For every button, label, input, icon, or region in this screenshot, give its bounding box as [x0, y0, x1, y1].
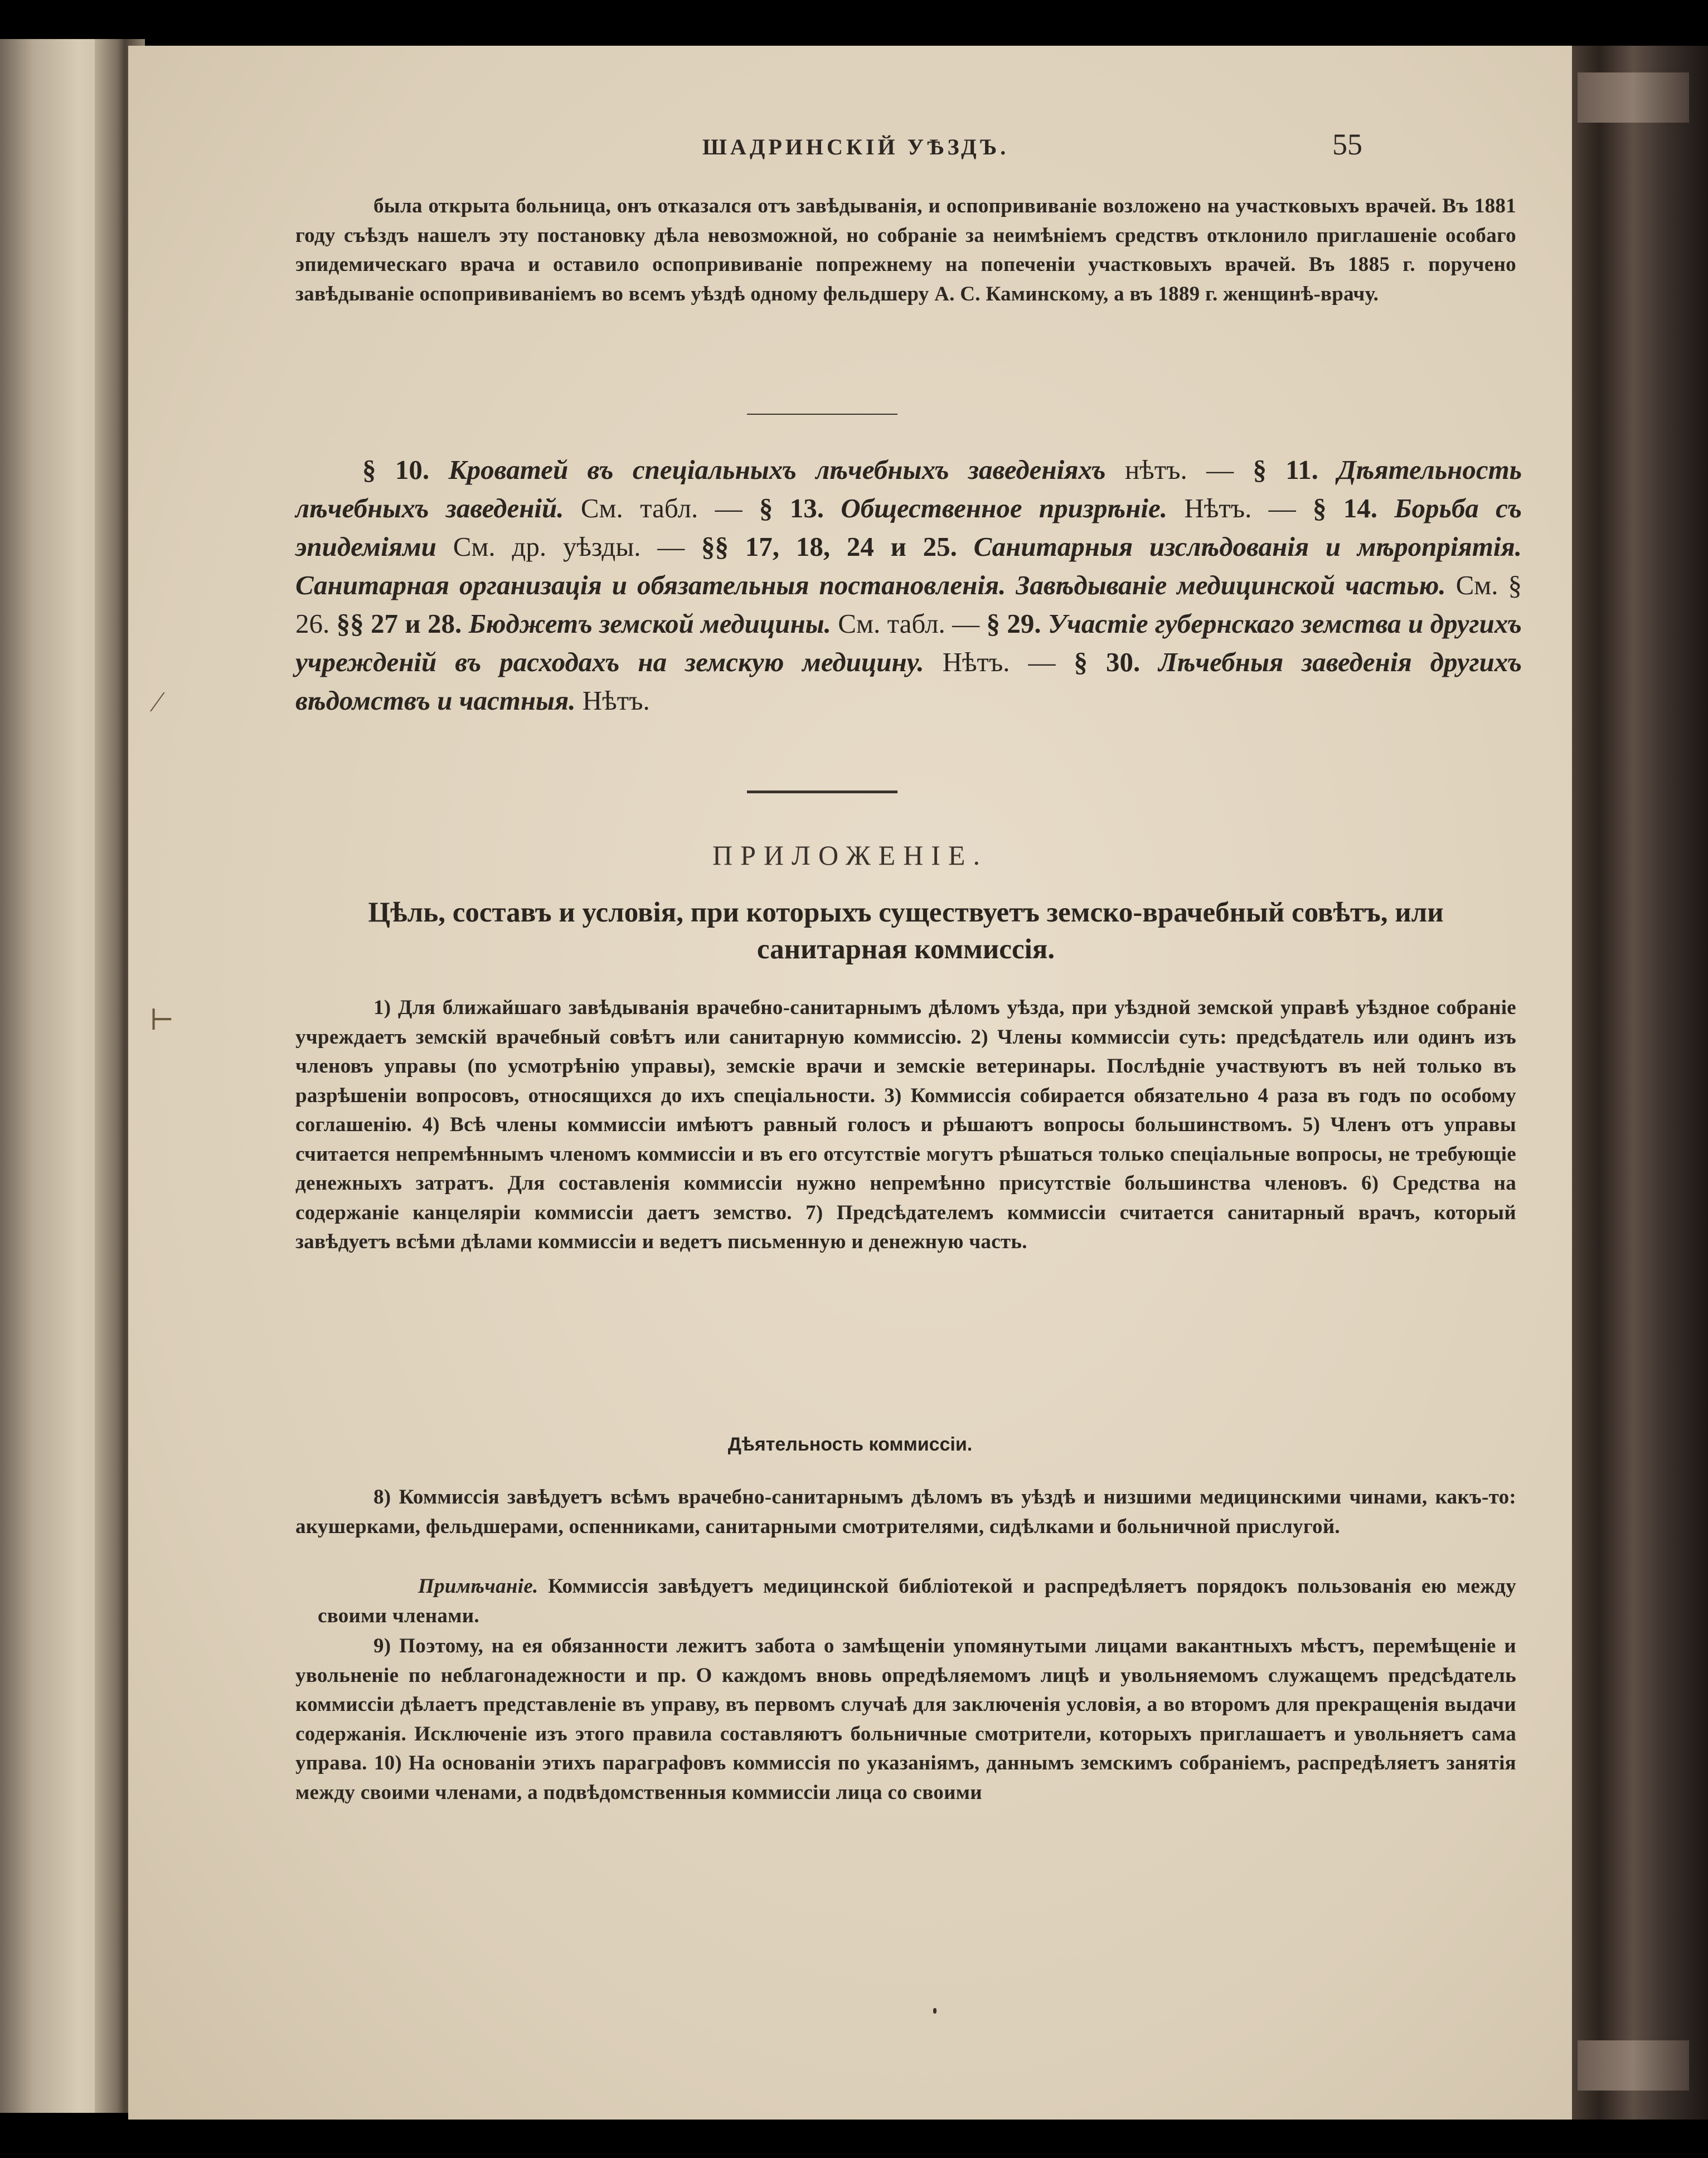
section-27-number: §§ 27 и 28.: [336, 608, 462, 639]
section-30-number: § 30.: [1074, 647, 1141, 677]
section-divider-short: [747, 414, 897, 415]
appendix-paragraph-1: 1) Для ближайшаго завѣдыванія врачебно-санитарнымъ дѣломъ уѣзда, при уѣздной земской управѣ уѣздное собраніе учреждаетъ земскій врачебный совѣтъ или санитарную коммиссію. 2) Члены коммиссіи суть: предсѣдатель или одинъ изъ членовъ управы (по усмотрѣнію управы), земскіе врачи и земскіе ветеринары. Послѣдніе участвуютъ въ ней только въ разрѣшеніи вопросовъ, относящихся до ихъ спеціальности. 3) Коммиссія собирается обязательно 4 раза въ годъ по особому соглашенію. 4) Всѣ члены коммиссіи имѣютъ равный голосъ и рѣшаютъ вопросы большинствомъ. 5) Членъ отъ управы считается непремѣннымъ членомъ коммиссіи и въ его отсутствіе могутъ рѣшаться только спеціальные вопросы, не требующіе денежныхъ затратъ. Для составленія коммиссіи нужно непремѣнно присутствіе большинства членовъ. 6) Средства на содержаніе канцеляріи коммиссіи даетъ земство. 7) Предсѣдателемъ коммиссіи считается санитарный врачъ, который завѣдуетъ всѣми дѣлами коммиссіи и ведетъ письменную и денежную часть.: [295, 996, 1516, 1253]
section-heading-activity: Дѣятельность коммиссіи.: [727, 1434, 973, 1455]
section-27-text: См. табл. —: [838, 608, 980, 639]
binding-band: [1578, 2040, 1689, 2091]
section-14-title: Борьба съ эпидеміями: [295, 493, 1522, 562]
appendix-title: ПРИЛОЖЕНІЕ.: [712, 840, 988, 871]
section-29-number: § 29.: [986, 608, 1041, 639]
section-13-text: Нѣтъ. —: [1184, 493, 1296, 523]
sections-paragraph: [295, 450, 1522, 720]
appendix-note: [318, 1572, 1516, 1631]
section-10-number: § 10.: [362, 454, 430, 485]
section-29-title: Участіе губернскаго земства и другихъ учрежденій въ расходахъ на земскую медицину.: [295, 608, 1522, 677]
paragraph-top: была открыта больница, онъ отказался отъ завѣдыванія, и оспопрививаніе возложено на участковыхъ врачей. Въ 1881 году съѣздъ нашелъ эту постановку дѣла невозможной, но собраніе за неимѣніемъ средствъ отклонило приглашеніе особаго эпидемическаго врача и оставило оспопрививаніе попрежнему на попеченіи участковыхъ врачей. Въ 1885 г. поручено завѣдываніе оспопрививаніемъ во всемъ уѣздѣ одному фельдшеру А. С. Каминскому, а въ 1889 г. женщинѣ-врачу.: [295, 195, 1516, 305]
section-30-text: Нѣтъ.: [582, 685, 650, 716]
appendix-paragraph-9: 9) Поэтому, на ея обязанности лежитъ забота о замѣщеніи упомянутыми лицами вакантныхъ мѣстъ, перемѣщеніе и увольненіе по неблагонадежности и пр. О каждомъ вновь опредѣляемомъ лицѣ и увольняемомъ служащемъ предсѣдатель коммиссіи дѣлаетъ представленіе въ управу, въ первомъ случаѣ для заключенія условія, а во второмъ для прекращенія выдачи содержанія. Исключеніе изъ этого правила составляютъ больничные смотрители, которыхъ приглашаетъ и увольняетъ сама управа. 10) На основаніи этихъ параграфовъ коммиссія по указаніямъ, даннымъ земскимъ собраніемъ, распредѣляетъ занятія между своими членами, а подвѣдомственныя коммиссіи лица со своими: [295, 1635, 1516, 1804]
running-title: ШАДРИНСКІЙ УѢЗДЪ.: [702, 134, 1010, 159]
section-10-title: Кроватей въ спеціальныхъ лѣчебныхъ заведеніяхъ: [448, 454, 1106, 485]
section-13-number: § 13.: [759, 493, 824, 523]
section-13-title: Общественное призрѣніе.: [841, 493, 1168, 523]
section-11-number: § 11.: [1253, 454, 1318, 485]
binding-band: [1578, 72, 1689, 123]
note-text: Коммиссія завѣдуетъ медицинской библіотекой и распредѣляетъ порядокъ пользованія ею между своими членами.: [318, 1575, 1516, 1627]
section-27-title: Бюджетъ земской медицины.: [468, 608, 831, 639]
section-29-text: Нѣтъ. —: [942, 647, 1056, 677]
page-number: 55: [1332, 128, 1362, 161]
section-17-text: См. § 26.: [295, 570, 1522, 639]
book-page: [128, 46, 1572, 2120]
section-17-title: Санитарныя изслѣдованія и мѣропріятія. Санитарная организація и обязательныя постановленія. Завѣдываніе медицинской частью.: [295, 531, 1522, 600]
appendix-paragraph-8: 8) Коммиссія завѣдуетъ всѣмъ врачебно-санитарнымъ дѣломъ въ уѣздѣ и низшими медицинскими чинами, какъ-то: акушерками, фельдшерами, оспенниками, санитарными смотрителями, сидѣлками и больничной прислугой.: [295, 1486, 1516, 1538]
section-14-number: § 14.: [1312, 493, 1378, 523]
section-11-text: См. табл. —: [580, 493, 743, 523]
margin-pencil-mark: ⁄: [155, 686, 160, 718]
section-30-title: Лѣчебныя заведенія другихъ вѣдомствъ и частныя.: [295, 647, 1522, 716]
section-17-number: §§ 17, 18, 24 и 25.: [701, 531, 957, 562]
section-11-title: Дѣятельность лѣчебныхъ заведеній.: [295, 454, 1522, 523]
section-14-text: См. др. уѣзды. —: [453, 531, 685, 562]
ink-speck: [933, 2008, 937, 2014]
appendix-subtitle: Цѣль, составъ и условія, при которыхъ существуетъ земско-врачебный совѣтъ, или санитарная коммиссія.: [368, 897, 1444, 965]
section-divider-thick: [747, 791, 897, 793]
section-10-text: нѣтъ. —: [1124, 454, 1234, 485]
book-binding: [1572, 46, 1708, 2120]
note-label: Примѣчаніе.: [418, 1575, 538, 1598]
margin-pencil-mark: ⊢: [149, 1005, 174, 1036]
